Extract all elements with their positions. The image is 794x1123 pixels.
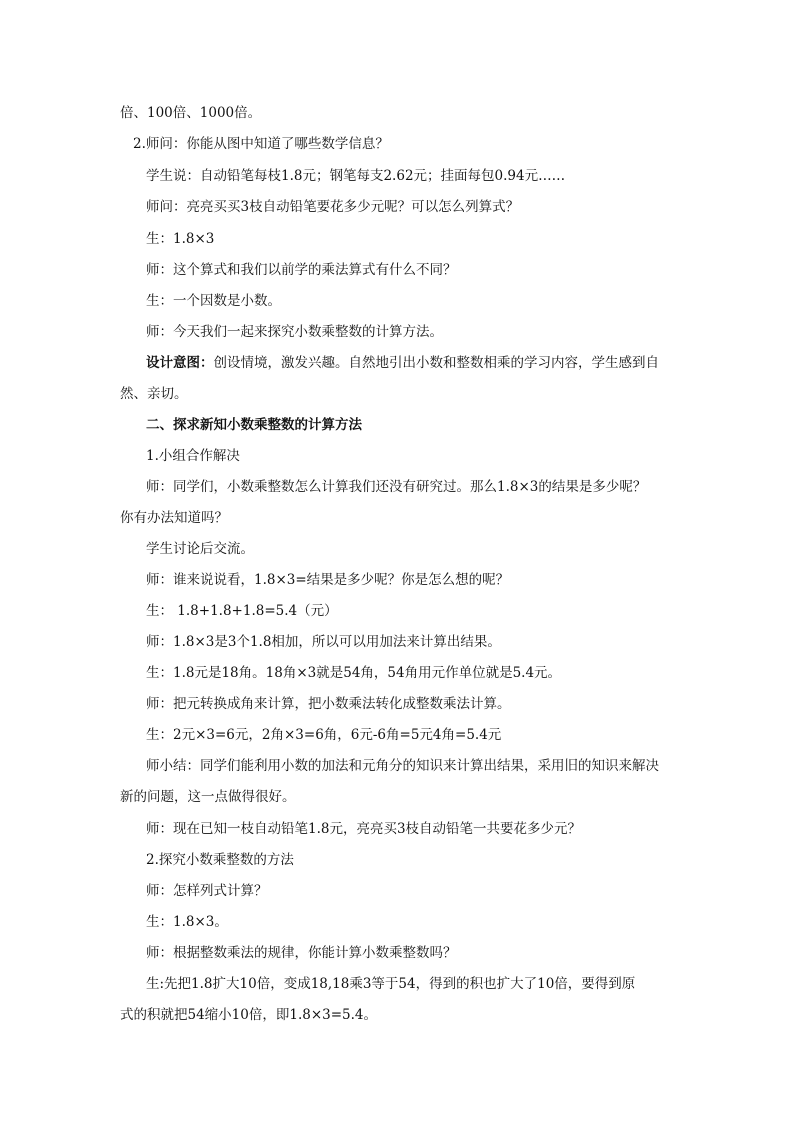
text-line: 师：现在已知一枝自动铅笔1.8元，亮亮买3枝自动铅笔一共要花多少元？ [146,821,582,837]
text-line: 师问：亮亮买买3枝自动铅笔要花多少元呢？可以怎么列算式？ [146,199,520,215]
text-line: 生:先把1.8扩大10倍，变成18,18乘3等于54，得到的积也扩大了10倍，要得到原 [146,976,636,992]
text-line: 师：根据整数乘法的规律，你能计算小数乘整数吗？ [146,945,457,961]
text-line: 式的积就把54缩小10倍，即1.8×3=5.4。 [120,1007,378,1023]
text-line: 生：1.8元是18角。18角×3就是54角，54角用元作单位就是5.4元。 [146,665,562,681]
section-heading: 二、探求新知小数乘整数的计算方法 [146,417,362,433]
text-line: 生： 1.8+1.8+1.8=5.4（元） [146,603,338,619]
text-line: 师：把元转换成角来计算，把小数乘法转化成整数乘法计算。 [146,696,511,712]
design-intent-text: 创设情境，激发兴趣。自然地引出小数和整数相乘的学习内容，学生感到自 [213,355,659,371]
text-line: 师：今天我们一起来探究小数乘整数的计算方法。 [146,324,443,340]
text-line: 师：1.8×3是3个1.8相加，所以可以用加法来计算出结果。 [146,634,501,650]
text-line: 师：同学们，小数乘整数怎么计算我们还没有研究过。那么1.8×3的结果是多少呢？ [146,479,647,495]
design-intent-label: 设计意图： [146,355,214,371]
subsection-heading: 1.小组合作解决 [146,448,240,464]
subsection-heading: 2.探究小数乘整数的方法 [146,852,294,868]
text-line: 倍、100倍、1000倍。 [120,105,262,121]
design-intent-paragraph [146,354,659,372]
text-line: 生：2元×3=6元，2角×3=6角，6元-6角=5元4角=5.4元 [146,727,502,743]
question-heading: 2.师问：你能从图中知道了哪些数学信息？ [133,136,389,152]
text-line: 学生说：自动铅笔每枝1.8元；钢笔每支2.62元；挂面每包0.94元…… [146,168,566,184]
text-line: 新的问题，这一点做得很好。 [120,789,296,805]
text-line: 师：这个算式和我们以前学的乘法算式有什么不同？ [146,262,457,278]
text-line: 生：1.8×3。 [146,914,228,930]
text-line: 师：谁来说说看，1.8×3=结果是多少呢？你是怎么想的呢？ [146,572,510,588]
text-line: 学生讨论后交流。 [146,541,254,557]
text-line: 你有办法知道吗？ [120,510,228,526]
text-line: 生：1.8×3 [146,231,215,247]
text-line: 师：怎样列式计算？ [146,883,268,899]
text-line: 然、亲切。 [120,386,188,402]
text-line: 生：一个因数是小数。 [146,293,281,309]
text-line: 师小结：同学们能利用小数的加法和元角分的知识来计算出结果，采用旧的知识来解决 [146,758,659,774]
